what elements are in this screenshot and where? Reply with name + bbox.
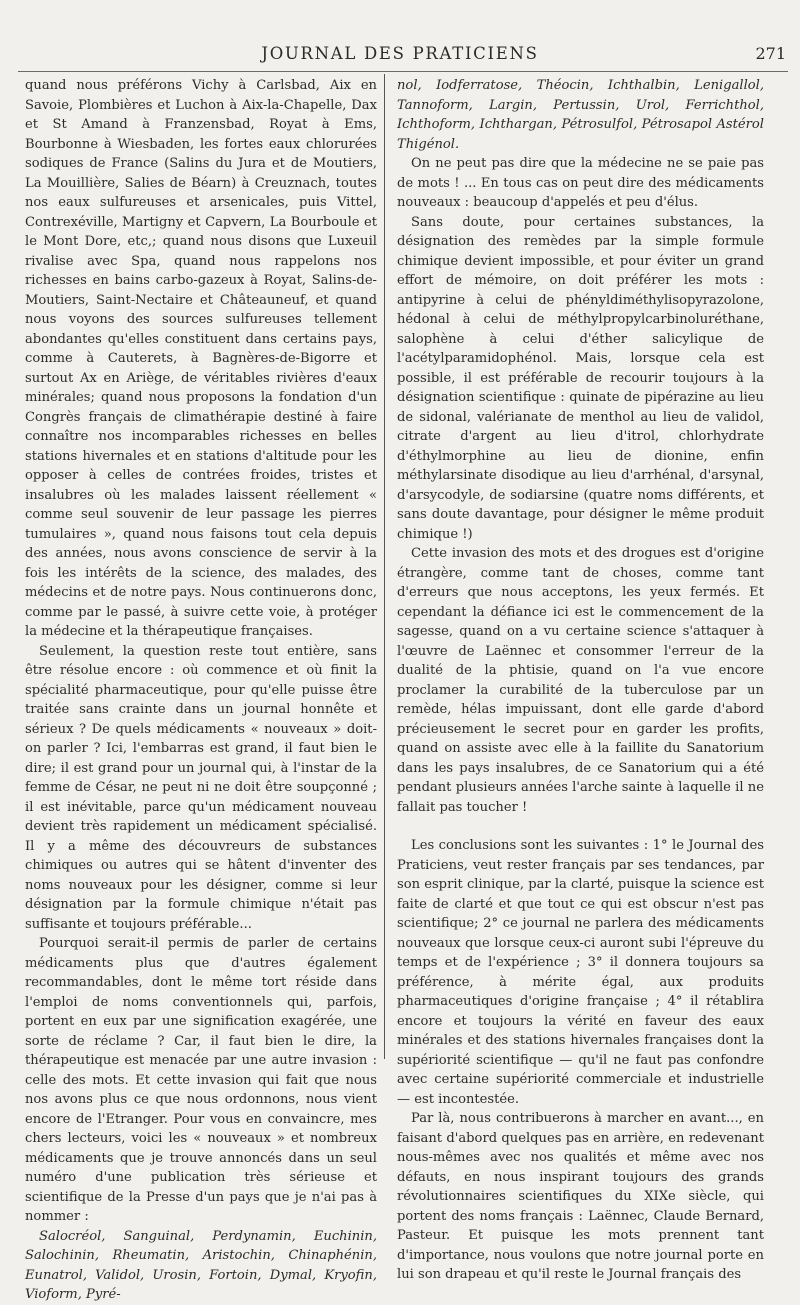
column-divider (384, 74, 385, 1059)
paragraph: Cette invasion des mots et des drogues est d'origine étrangère, comme tant de choses, comme tant d'erreurs que nous acceptons, les yeux fermés. Et cependant la défiance ici est le commencement de la sagesse, quand on a vu certaine science s'attaquer à l'œuvre de Laënnec et consommer l'erreur de la dualité de la phtisie, quand on l'a vue encore proclamer la curabilité de la tuberculose par un remède, hélas impuissant, dont elle garde d'abord précieusement le secret pour en garder les profits, quand on assiste avec elle à la faillite du Sanatorium dans les pays insalubres, de ce Sanatorium qui a été pendant plusieurs années l'arche sainte à laquelle il ne fallait pas toucher ! (397, 546, 764, 815)
paragraph: Par là, nous contribuerons à marcher en avant..., en faisant d'abord quelques pas en arrière, en redevenant nous-mêmes avec nos qualités et même avec nos défauts, en nous inspirant toujours des grands révolutionnaires scientifiques du XIXe siècle, qui portent des noms français : Laënnec, Claude Bernard, Pasteur. Et puisque les mots prennent tant d'importance, nous voulons que notre journal porte en lui son drapeau et qu'il reste le Journal français des (397, 1111, 764, 1282)
journal-title: JOURNAL DES PRATICIENS (261, 44, 539, 63)
paragraph: Seulement, la question reste tout entière, sans être résolue encore : où commence et où finit la spécialité pharmaceutique, pour qu'elle puisse être traitée sans crainte dans un journal honnête et sérieux ? De quels médicaments « nouveaux » doit-on parler ? Ici, l'embarras est grand, il faut bien le dire; il est grand pour un journal qui, à l'instar de la femme de César, ne peut ni ne doit être soupçonné ; il est inévitable, parce qu'un médicament nouveau devient très rapidement un médicament spécialisé. Il y a même des découvreurs de substances chimiques ou autres qui se hâtent d'inventer des noms nouveaux pour les désigner, comme si leur désignation par la formule chimique n'était pas suffisante et toujours préférable... (25, 643, 377, 932)
paragraph-drug-list: nol, Iodferratose, Théocin, Ichthalbin, Lenigallol, Tannoform, Largin, Pertussin, Urol, Ferrichthol, Ichthoform, Ichthargan, Pétrosulfol, Pétrosapol Astérol Thigénol. (397, 78, 764, 152)
page-number: 271 (755, 44, 786, 63)
left-column (25, 76, 377, 1305)
paragraph-conclusions: Les conclusions sont les suivantes : 1° le Journal des Praticiens, veut rester français par ses tendances, par son esprit clinique, par la clarté, puisque la science est faite de clarté et que tout ce qui est obscur n'est pas scientifique; 2° ce journal ne parlera des médicaments nouveaux que lorsque ceux-ci auront subi l'épreuve du temps et de l'expérience ; 3° il donnera toujours sa préférence, à mérite égal, aux produits pharmaceutiques d'origine française ; 4° il rétablira encore et toujours la vérité en faveur des eaux minérales et des stations hivernales françaises dont la supériorité scientifique — qu'il ne faut pas confondre avec certaine supériorité commerciale et industrielle — est incontestée. (397, 838, 764, 1107)
page-header (0, 40, 800, 64)
paragraph: Sans doute, pour certaines substances, la désignation des remèdes par la simple formule chimique devient impossible, et pour éviter un grand effort de mémoire, on doit préférer les mots : antipyrine à celui de phényldiméthylisopyrazolone, hédonal à celui de méthylpropylcarbinoluréthane, salophène à celui d'éther salicylique de l'acétylparamidophénol. Mais, lorsque cela est possible, il est préférable de recourir toujours à la désignation scientifique : quinate de pipérazine au lieu de sidonal, valérianate de menthol au lieu de validol, citrate d'argent au lieu d'itrol, chlorhydrate d'éthylmorphine au lieu de dionine, enfin méthylarsinate disodique au lieu d'arrhénal, d'arsynal, d'arsycodyle, de sodiarsine (quatre noms différents, et sans doute davantage, pour désigner le même produit chimique !) (397, 214, 764, 542)
paragraph: On ne peut pas dire que la médecine ne se paie pas de mots ! ... En tous cas on peut dire des médicaments nouveaux : beaucoup d'appelés et peu d'élus. (397, 156, 764, 210)
header-rule (18, 71, 788, 72)
paragraph: quand nous préférons Vichy à Carlsbad, Aix en Savoie, Plombières et Luchon à Aix-la-Chapelle, Dax et St Amand à Franzensbad, Royat à Ems, Bourbonne à Wiesbaden, les fortes eaux chlorurées sodiques de France (Salins du Jura et de Moutiers, La Mouillière, Salies de Béarn) à Creuznach, toutes nos eaux sulfureuses et arsenicales, puis Vittel, Contrexéville, Martigny et Capvern, La Bourboule et le Mont Dore, etc,; quand nous disons que Luxeuil rivalise avec Spa, quand nous rappelons nos richesses en bains carbo-gazeux à Royat, Salins-de-Moutiers, Saint-Nectaire et Châteauneuf, et quand nous voyons des sources sulfureuses tellement abondantes qu'elles constituent dans certains pays, comme à Cauterets, à Bagnères-de-Bigorre et surtout Ax en Ariège, de véritables rivières d'eaux minérales; quand nous proposons la fondation d'un Congrès français de climathérapie destiné à faire connaître nos incomparables richesses en belles stations hivernales et en stations d'altitude pour les opposer à celles de contrées froides, tristes et insalubres où les malades laissent réellement « comme seul souvenir de leur passage les pierres tumulaires », quand nous faisons tout cela depuis des années, nous avons conscience de servir à la fois les intérêts de la science, des malades, des médecins et de notre pays. Nous continuerons donc, comme par le passé, à suivre cette voie, à protéger la médecine et la thérapeutique françaises. (25, 78, 377, 639)
paragraph: Pourquoi serait-il permis de parler de certains médicaments plus que d'autres également recommandables, dont le même tort réside dans l'emploi de noms conventionnels qui, parfois, portent en eux par une signification exagérée, une sorte de réclame ? Car, il faut bien le dire, la thérapeutique est menacée par une autre invasion : celle des mots. Et cette invasion qui fait que nous nos avons plus ce que nous ordonnons, nous vient encore de l'Etranger. Pour vous en convaincre, mes chers lecteurs, voici les « nouveaux » et nombreux médicaments que je trouve annoncés dans un seul numéro d'une publication très sérieuse et scientifique de la Presse d'un pays que je n'ai pas à nommer : (25, 936, 377, 1224)
paragraph-drug-list: Salocréol, Sanguinal, Perdynamin, Euchinin, Salochinin, Rheumatin, Aristochin, Chinaphénin, Eunatrol, Validol, Urosin, Fortoin, Dymal, Kryofin, Vioform, Pyré- (25, 1228, 377, 1302)
right-column (397, 76, 764, 1285)
